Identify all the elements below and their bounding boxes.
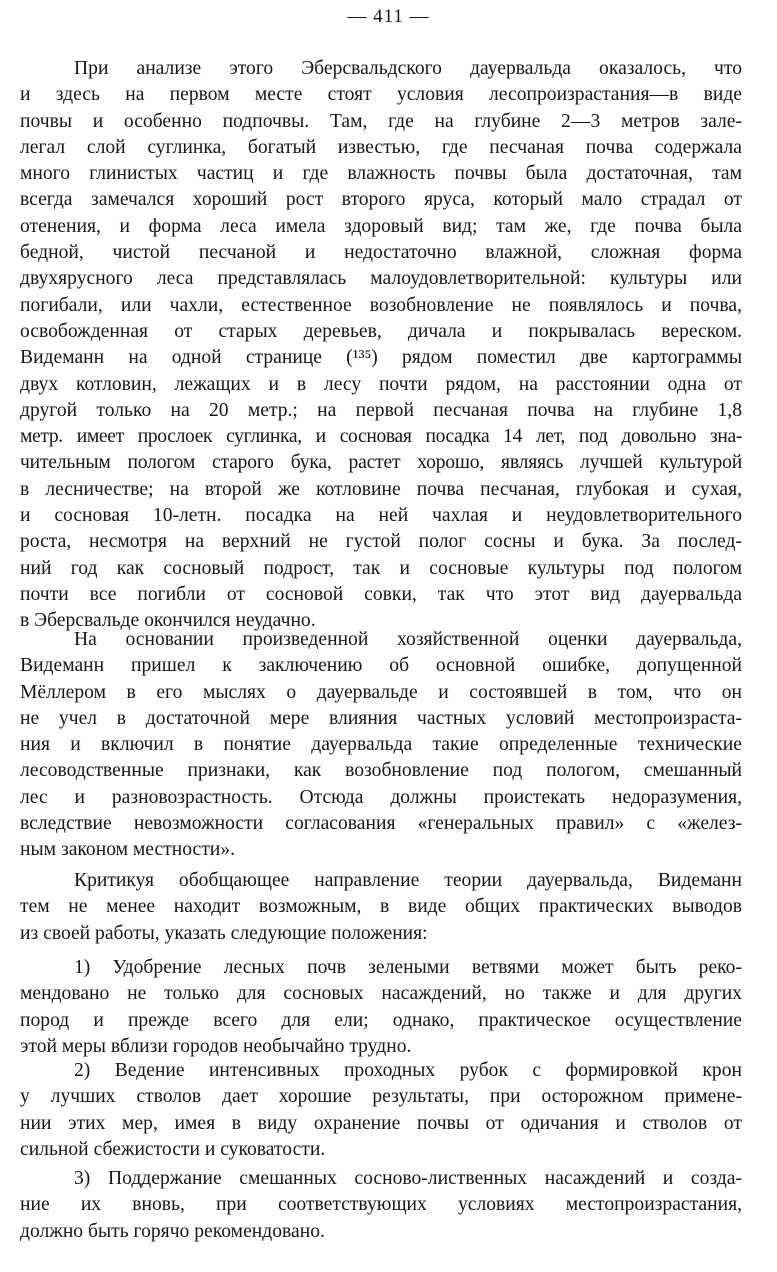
text-line: ния и включил в понятие дауервальда такие определенные технические — [20, 734, 742, 756]
paragraph-3 — [20, 868, 742, 947]
text-line: всегда замечался хороший рост второго яруса, который мало страдал от — [20, 189, 742, 211]
text-line: погибали, или чахли, естественное возобновление не появлялось и почва, — [20, 294, 742, 316]
text-line: у лучших стволов дает хорошие результаты, при осторожном примене- — [20, 1086, 742, 1108]
text-line: отенения, и форма леса имела здоровый вид; там же, где почва была — [20, 215, 742, 237]
text-line: лесоводственные признаки, как возобновление под пологом, смешанный — [20, 760, 742, 782]
text-line: 2) Ведение интенсивных проходных рубок с формировкой крон — [74, 1060, 742, 1081]
text-line: вследствие невозможности согласования «генеральных правил» с «желез- — [20, 813, 742, 835]
text-line: в Эберсвальде окончился неудачно. — [20, 610, 316, 632]
text-line: двух котловин, лежащих и в лесу почти рядом, на расстоянии одна от — [20, 373, 742, 395]
text-line: из своей работы, указать следующие положения: — [20, 922, 428, 944]
text-line: освобожденная от старых деревьев, дичала и покрывалась вереском. — [20, 320, 742, 342]
paragraph-1 — [20, 56, 742, 635]
text-line: другой только на 20 метр.; на первой песчаная почва на глубине 1,8 — [20, 399, 742, 421]
text-line: в лесничестве; на второй же котловине почва песчаная, глубокая и сухая, — [20, 478, 742, 500]
text-line: пород и прежде всего для ели; однако, практическое осуществление — [20, 1009, 742, 1031]
text-line: 1) Удобрение лесных почв зелеными ветвями может быть реко- — [74, 957, 742, 978]
paragraph-2 — [20, 627, 742, 864]
text-line: и сосновая 10-летн. посадка на ней чахлая и неудовлетворительного — [20, 505, 742, 527]
list-item-3 — [20, 1166, 742, 1245]
text-line: нии этих мер, имея в виду охранение почвы от одичания и стволов от — [20, 1112, 742, 1134]
text-line: почти все погибли от сосновой совки, так что этот вид дауервальда — [20, 583, 742, 605]
text-line: Видеманн пришел к заключению об основной ошибке, допущенной — [20, 655, 742, 677]
text-line: чительным пологом старого бука, растет хорошо, являясь лучшей культурой — [20, 452, 742, 474]
text-line: ным законом местности». — [20, 839, 235, 861]
text-line: На основании произведенной хозяйственной оценки дауервальда, — [74, 629, 742, 650]
text-line: Критикуя обобщающее направление теории дауервальда, Видеманн — [74, 870, 742, 891]
text-line: этой меры вблизи городов необычайно трудно. — [20, 1035, 412, 1057]
text-line: почвы и особенно подпочвы. Там, где на глубине 2—3 метров зале- — [20, 110, 742, 132]
text-line: бедной, чистой песчаной и недостаточно влажной, сложная форма — [20, 242, 742, 264]
text-line: 3) Поддержание смешанных сосново-лиственных насаждений и созда- — [74, 1168, 742, 1189]
text-line: много глинистых частиц и где влажность почвы была достаточная, там — [20, 163, 742, 185]
text-line: мендовано не только для сосновых насаждений, но также и для других — [20, 983, 742, 1005]
text-line: метр. имеет прослоек суглинка, и сосновая посадка 14 лет, под довольно зна- — [20, 426, 742, 448]
text-line: должно быть горячо рекомендовано. — [20, 1220, 325, 1242]
list-item-1 — [20, 955, 742, 1060]
text-line: ние их вновь, при соответствующих условиях местопроизрастания, — [20, 1194, 742, 1216]
text-line: Мёллером в его мыслях о дауервальде и состоявшей в том, что он — [20, 681, 742, 703]
text-line: сильной сбежистости и суковатости. — [20, 1138, 326, 1160]
text-line: не учел в достаточной мере влияния частных условий местопроизраста- — [20, 707, 742, 729]
text-line: и здесь на первом месте стоят условия лесопроизрастания—в виде — [20, 84, 742, 106]
list-item-2 — [20, 1058, 742, 1163]
text-line: тем не менее находит возможным, в виде общих практических выводов — [20, 896, 742, 918]
text-line: При анализе этого Эберсвальдского дауервальда оказалось, что — [74, 58, 742, 79]
text-line: ний год как сосновый подрост, так и сосновые культуры под пологом — [20, 557, 742, 579]
text-line: легал слой суглинка, богатый известью, где песчаная почва содержала — [20, 136, 742, 158]
text-line: Видеманн на одной странице (¹³⁵) рядом поместил две картограммы — [20, 347, 742, 369]
text-line: лес и разновозрастность. Отсюда должны проистекать недоразумения, — [20, 786, 742, 808]
text-line: роста, несмотря на верхний не густой полог сосны и бука. За послед- — [20, 531, 742, 553]
text-line: двухярусного леса представлялась малоудовлетворительной: культуры или — [20, 268, 742, 290]
page-number: — 411 — — [347, 6, 430, 27]
